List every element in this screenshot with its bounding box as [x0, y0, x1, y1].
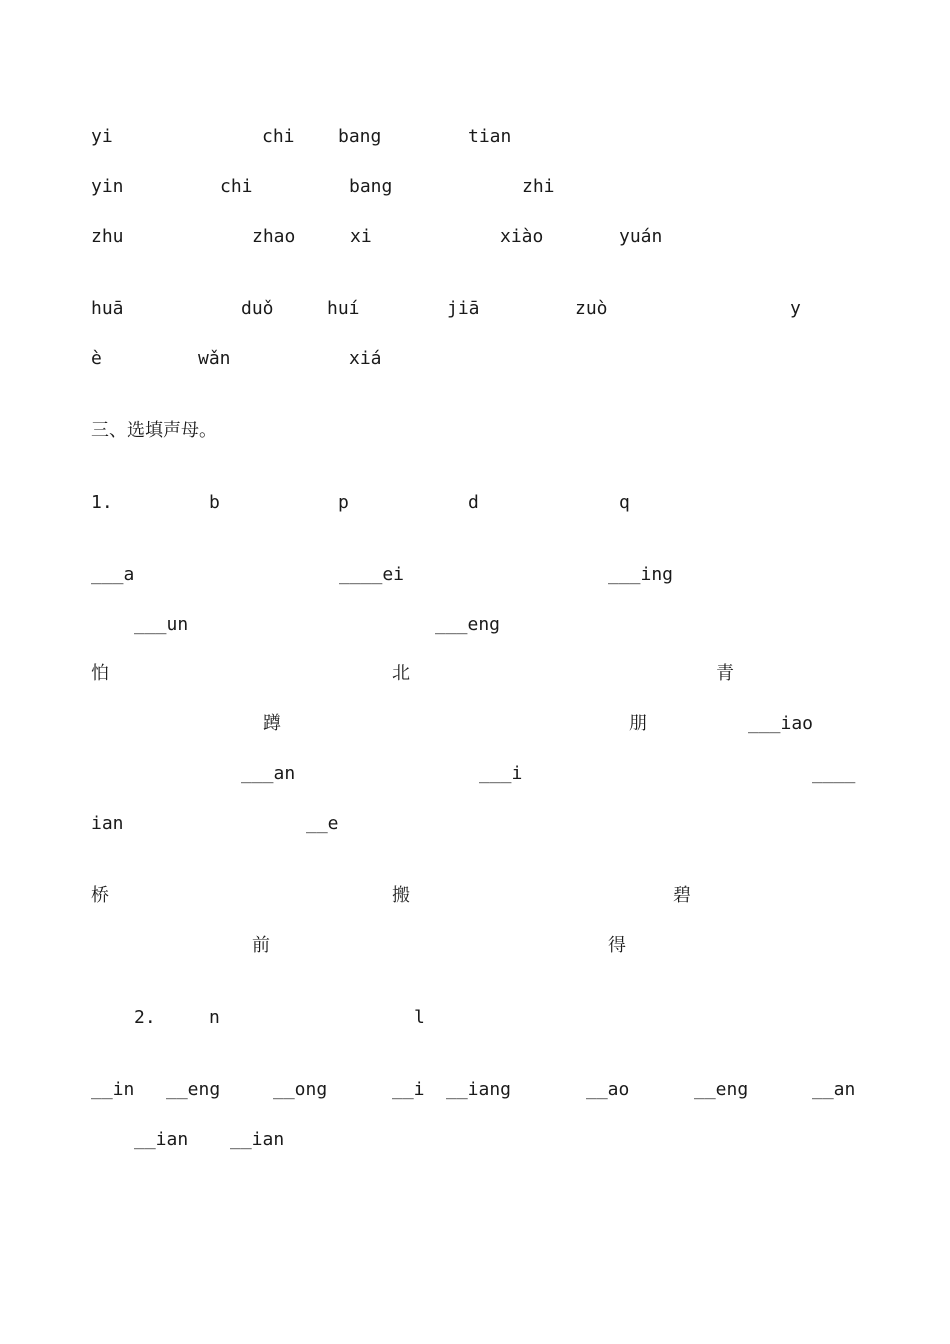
q1-options-row	[0, 491, 950, 515]
q1-chars-row-2	[0, 712, 950, 736]
section-heading-row	[0, 419, 950, 443]
fill-blank: __ian	[134, 1129, 189, 1150]
q1-blanks-row-2	[0, 613, 950, 637]
option-letter: q	[619, 492, 630, 513]
pinyin-row-2	[0, 175, 950, 199]
fill-blank: ___i	[479, 763, 523, 784]
question-number: 2.	[134, 1007, 156, 1028]
fill-blank: ___iao	[748, 713, 814, 734]
pinyin-row-4	[0, 297, 950, 321]
option-letter: n	[209, 1007, 220, 1028]
fill-blank: ian	[91, 813, 124, 834]
pinyin-text: xi	[350, 226, 372, 247]
option-letter: d	[468, 492, 479, 513]
fill-blank: __in	[91, 1079, 135, 1100]
option-letter: b	[209, 492, 220, 513]
pinyin-text: zhao	[252, 226, 296, 247]
pinyin-text: xiá	[349, 348, 382, 369]
q2-blanks-row-1	[0, 1078, 950, 1102]
fill-blank: __ong	[273, 1079, 328, 1100]
hanzi-char: 得	[608, 935, 626, 956]
q1-chars-row-4	[0, 934, 950, 958]
option-letter: p	[338, 492, 349, 513]
hanzi-char: 北	[392, 663, 410, 684]
q2-options-row	[0, 1006, 950, 1030]
pinyin-row-1	[0, 125, 950, 149]
fill-blank: __iang	[446, 1079, 512, 1100]
pinyin-text: chi	[262, 126, 295, 147]
hanzi-char: 碧	[673, 885, 691, 906]
pinyin-text: xiào	[500, 226, 544, 247]
option-letter: l	[414, 1007, 425, 1028]
pinyin-text: è	[91, 348, 102, 369]
pinyin-text: bang	[338, 126, 382, 147]
fill-blank: __i	[392, 1079, 425, 1100]
pinyin-text: yi	[91, 126, 113, 147]
fill-blank: __an	[812, 1079, 856, 1100]
fill-blank: ___ing	[608, 564, 674, 585]
fill-blank: __eng	[166, 1079, 221, 1100]
fill-blank: __ao	[586, 1079, 630, 1100]
pinyin-text: yuán	[619, 226, 663, 247]
pinyin-row-3	[0, 225, 950, 249]
pinyin-text: wǎn	[198, 348, 231, 369]
fill-blank: ___eng	[435, 614, 501, 635]
hanzi-char: 蹲	[263, 713, 281, 734]
fill-blank: __ian	[230, 1129, 285, 1150]
fill-blank: __e	[306, 813, 339, 834]
fill-blank: ____ei	[339, 564, 405, 585]
pinyin-text: zhi	[522, 176, 555, 197]
hanzi-char: 桥	[91, 885, 109, 906]
pinyin-text: bang	[349, 176, 393, 197]
pinyin-text: chi	[220, 176, 253, 197]
fill-blank: ____	[812, 763, 856, 784]
q1-blanks-row-4	[0, 812, 950, 836]
q1-chars-row-3	[0, 884, 950, 908]
hanzi-char: 朋	[629, 713, 647, 734]
hanzi-char: 搬	[392, 885, 410, 906]
pinyin-text: y	[790, 298, 801, 319]
pinyin-text: duǒ	[241, 298, 274, 319]
pinyin-text: zhu	[91, 226, 124, 247]
pinyin-text: tian	[468, 126, 512, 147]
hanzi-char: 前	[252, 935, 270, 956]
pinyin-text: yin	[91, 176, 124, 197]
q1-blanks-row-1	[0, 563, 950, 587]
fill-blank: ___an	[241, 763, 296, 784]
hanzi-char: 怕	[91, 663, 109, 684]
pinyin-text: jiā	[447, 298, 480, 319]
fill-blank: ___un	[134, 614, 189, 635]
pinyin-text: huā	[91, 298, 124, 319]
hanzi-char: 青	[716, 663, 734, 684]
pinyin-text: huí	[327, 298, 360, 319]
q1-blanks-row-3	[0, 762, 950, 786]
q2-blanks-row-2	[0, 1128, 950, 1152]
q1-chars-row-1	[0, 662, 950, 686]
fill-blank: ___a	[91, 564, 135, 585]
section-heading: 三、选填声母。	[91, 420, 217, 441]
fill-blank: __eng	[694, 1079, 749, 1100]
question-number: 1.	[91, 492, 113, 513]
pinyin-text: zuò	[575, 298, 608, 319]
pinyin-row-5	[0, 347, 950, 371]
